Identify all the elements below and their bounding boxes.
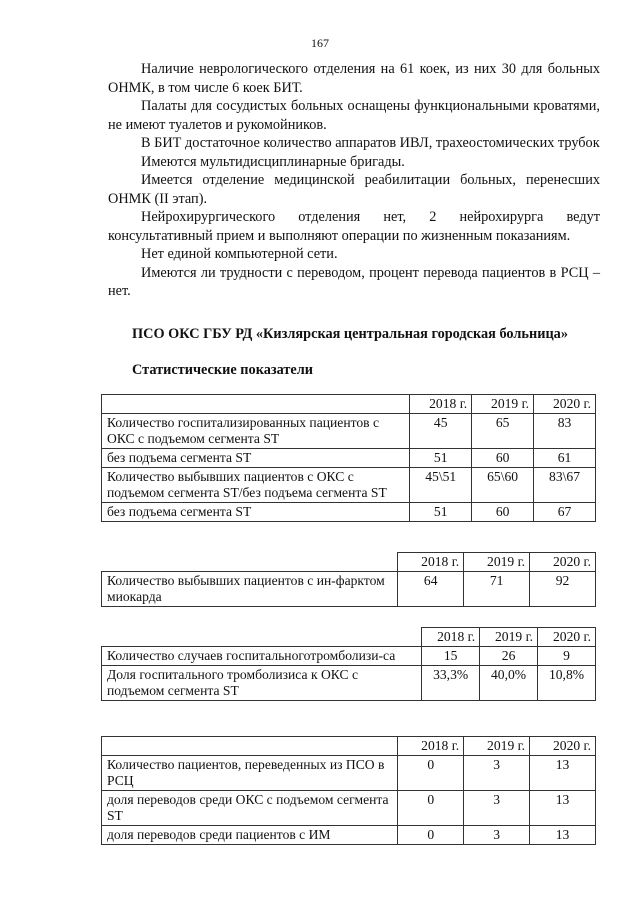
table-row: [102, 826, 596, 845]
cell-value: 60: [472, 503, 534, 522]
stats-table-hospitalized: [101, 394, 596, 522]
row-label: без подъема сегмента ST: [102, 449, 410, 468]
table-header-blank: [102, 628, 422, 647]
cell-value: 83: [534, 414, 596, 449]
row-label: Количество пациентов, переведенных из ПСО в РСЦ: [102, 756, 398, 791]
paragraph: Палаты для сосудистых больных оснащены функциональными кроватями, не имеют туалетов и рукомойников.: [108, 98, 600, 133]
year-header: 2018 г.: [398, 737, 464, 756]
table-row: [102, 572, 596, 607]
cell-value: 71: [464, 572, 530, 607]
cell-value: 26: [480, 647, 538, 666]
cell-value: 3: [464, 826, 530, 845]
paragraph: Нет единой компьютерной сети.: [141, 246, 338, 262]
cell-value: 13: [530, 791, 596, 826]
cell-value: 64: [398, 572, 464, 607]
cell-value: 40,0%: [480, 666, 538, 701]
cell-value: 60: [472, 449, 534, 468]
row-label: Количество выбывших пациентов с ин-фарктом миокарда: [102, 572, 398, 607]
table-header-row: [102, 553, 596, 572]
paragraph: Имеются мультидисциплинарные бригады.: [141, 153, 405, 170]
stats-table-thrombolysis: [101, 627, 596, 701]
cell-value: 51: [410, 449, 472, 468]
table-row: [102, 647, 596, 666]
row-label: без подъема сегмента ST: [102, 503, 410, 522]
cell-value: 65\60: [472, 468, 534, 503]
paragraph: В БИТ достаточное количество аппаратов ИВЛ, трахеостомических трубок: [141, 135, 600, 151]
table-header-blank: [102, 737, 398, 756]
cell-value: 0: [398, 826, 464, 845]
year-header: 2020 г.: [530, 737, 596, 756]
row-label: доля переводов среди ОКС с подъемом сегмента ST: [102, 791, 398, 826]
cell-value: 45: [410, 414, 472, 449]
cell-value: 3: [464, 756, 530, 791]
year-header: 2018 г.: [422, 628, 480, 647]
table-row: [102, 414, 596, 449]
stats-table-discharged-mi: [101, 552, 596, 607]
table-header-blank: [102, 553, 398, 572]
row-label: Доля госпитального тромболизиса к ОКС с подъемом сегмента ST: [102, 666, 422, 701]
cell-value: 83\67: [534, 468, 596, 503]
cell-value: 9: [538, 647, 596, 666]
year-header: 2020 г.: [534, 395, 596, 414]
page-number: 167: [311, 36, 329, 50]
cell-value: 67: [534, 503, 596, 522]
table-header-blank: [102, 395, 410, 414]
cell-value: 45\51: [410, 468, 472, 503]
table-header-row: [102, 628, 596, 647]
paragraph: Наличие неврологического отделения на 61 коек, из них 30 для больных ОНМК, в том числе 6 коек БИТ.: [108, 61, 600, 96]
cell-value: 3: [464, 791, 530, 826]
year-header: 2019 г.: [464, 737, 530, 756]
paragraph: Имеются ли трудности с переводом, процент перевода пациентов в РСЦ – нет.: [108, 264, 600, 299]
cell-value: 0: [398, 756, 464, 791]
cell-value: 0: [398, 791, 464, 826]
cell-value: 13: [530, 826, 596, 845]
cell-value: 10,8%: [538, 666, 596, 701]
row-label: Количество выбывших пациентов с ОКС с подъемом сегмента ST/без подъема сегмента ST: [102, 468, 410, 503]
table-row: [102, 756, 596, 791]
table-header-row: [102, 395, 596, 414]
year-header: 2019 г.: [472, 395, 534, 414]
table-row: [102, 791, 596, 826]
year-header: 2020 г.: [538, 628, 596, 647]
year-header: 2019 г.: [480, 628, 538, 647]
row-label: доля переводов среди пациентов с ИМ: [102, 826, 398, 845]
cell-value: 65: [472, 414, 534, 449]
cell-value: 33,3%: [422, 666, 480, 701]
section-title: ПСО ОКС ГБУ РД «Кизлярская центральная городская больница»: [132, 326, 568, 342]
year-header: 2019 г.: [464, 553, 530, 572]
stats-table-transfers: [101, 736, 596, 845]
cell-value: 13: [530, 756, 596, 791]
paragraph: Нейрохирургического отделения нет, 2 нейрохирурга ведут консультативный прием и выполняют операции по жизненным показаниям.: [108, 209, 600, 244]
subsection-title: Статистические показатели: [132, 362, 314, 378]
cell-value: 51: [410, 503, 472, 522]
table-header-row: [102, 737, 596, 756]
table-row: [102, 449, 596, 468]
row-label: Количество госпитализированных пациентов с ОКС с подъемом сегмента ST: [102, 414, 410, 449]
year-header: 2020 г.: [530, 553, 596, 572]
cell-value: 15: [422, 647, 480, 666]
row-label: Количество случаев госпитальноготромболизи-са: [102, 647, 422, 666]
cell-value: 61: [534, 449, 596, 468]
cell-value: 92: [530, 572, 596, 607]
body-text: [108, 60, 600, 301]
table-row: [102, 503, 596, 522]
table-row: [102, 468, 596, 503]
table-row: [102, 666, 596, 701]
year-header: 2018 г.: [398, 553, 464, 572]
year-header: 2018 г.: [410, 395, 472, 414]
paragraph: Имеется отделение медицинской реабилитации больных, перенесших ОНМК (II этап).: [108, 172, 600, 207]
